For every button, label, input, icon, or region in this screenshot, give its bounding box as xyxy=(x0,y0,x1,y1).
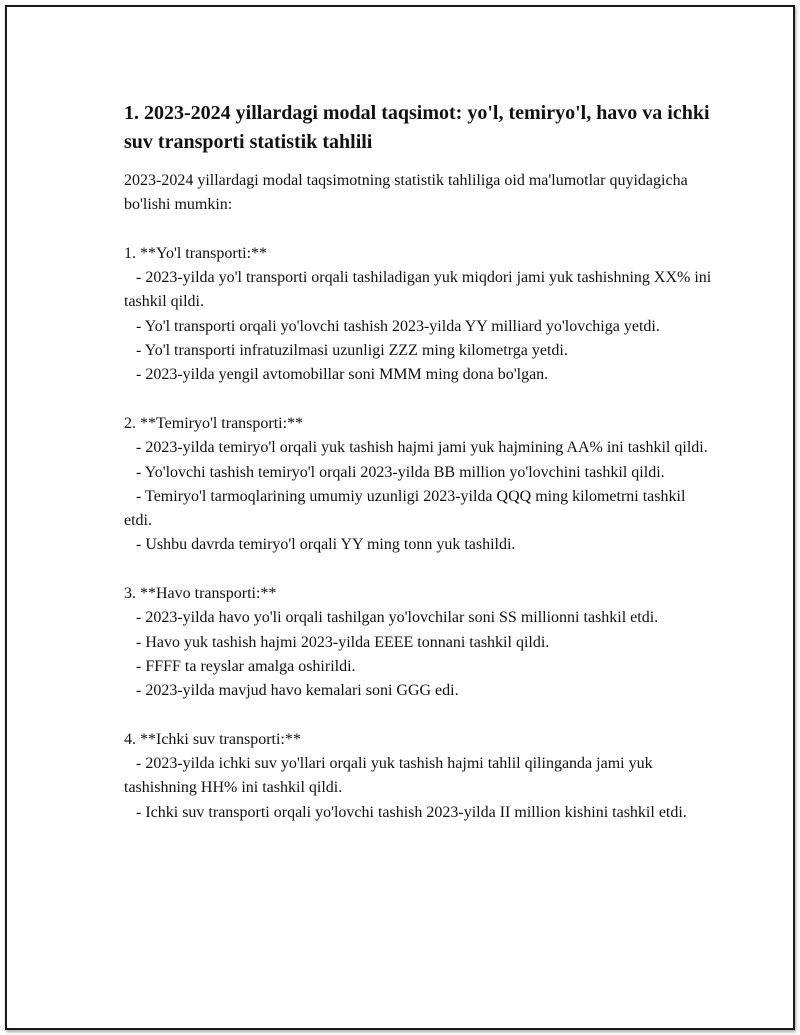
document-body: 2023-2024 yillardagi modal taqsimotning statistik tahliliga oid ma'lumotlar quyidagicha bo'lishi mumkin: 1. **Yo'l transporti:** - 2023-yilda yo'l transporti orqali tashiladigan yuk miqdori jami yuk tashishning XX% ini tashkil qildi. - Yo'l transporti orqali yo'lovchi tashish 2023-yilda YY milliard yo'lovchiga yetdi. - Yo'l transporti infratuzilmasi uzunligi ZZZ ming kilometrga yetdi. - 2023-yilda yengil avtomobillar soni MMM ming dona bo'lgan. 2. **Temiryo'l transporti:** - 2023-yilda temiryo'l orqali yuk tashish hajmi jami yuk hajmining AA% ini tashkil qildi. - Yo'lovchi tashish temiryo'l orqali 2023-yilda BB million yo'lovchini tashkil qildi. - Temiryo'l tarmoqlarining umumiy uzunligi 2023-yilda QQQ ming kilometrni tashkil etdi. - Ushbu davrda temiryo'l orqali YY ming tonn yuk tashildi. 3. **Havo transporti:** - 2023-yilda havo yo'li orqali tashilgan yo'lovchilar soni SS millionni tashkil etdi. - Havo yuk tashish hajmi 2023-yilda EEEE tonnani tashkil qildi. - FFFF ta reyslar amalga oshirildi. - 2023-yilda mavjud havo kemalari soni GGG edi. 4. **Ichki suv transporti:** - 2023-yilda ichki suv yo'llari orqali yuk tashish hajmi tahlil qilinganda jami yuk tashishning HH% ini tashkil qildi. - Ichki suv transporti orqali yo'lovchi tashish 2023-yilda II million kishini tashkil etdi. xyxy=(124,172,712,821)
document-title: 1. 2023-2024 yillardagi modal taqsimot: yo'l, temiryo'l, havo va ichki suv transporti statistik tahlili xyxy=(124,102,710,153)
document-page xyxy=(5,5,795,1030)
document-content xyxy=(124,99,714,825)
